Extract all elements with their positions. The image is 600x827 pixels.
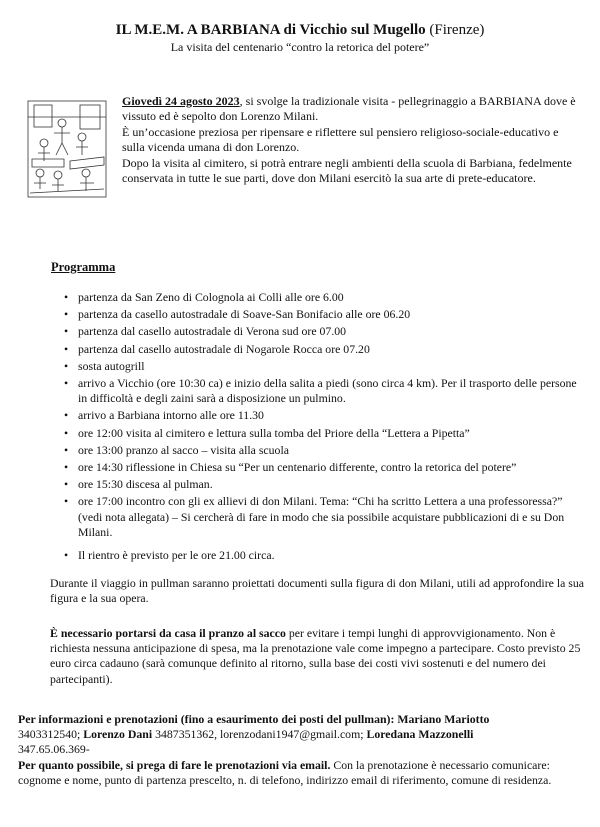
booking-details: Con la prenotazione è necessario comunicare: cognome e nome, punto di partenza prescelto, n. di telefono, indirizzo email di riferimento, comune di residenza. <box>18 757 552 787</box>
list-item: • arrivo a Barbiana intorno alle ore 11.30 <box>64 408 584 423</box>
list-item: • ore 12:00 visita al cimitero e lettura sulla tomba del Priore della “Lettera a Pipetta” <box>64 426 584 441</box>
intro-paragraph-3: Dopo la visita al cimitero, si potrà entrare negli ambienti della scuola di Barbiana, fedelmente conservata in tutte le sue parti, dove don Milani esercitò la sua arte di prete-educatore. <box>122 155 572 186</box>
dani-contact: 3487351362, lorenzodani1947@gmail.com; <box>152 727 367 742</box>
contacts-intro: Per informazioni e prenotazioni (fino a esaurimento dei posti del pullman): Mariano Mariotto <box>18 712 490 726</box>
mazzonelli-name: Loredana Mazzonelli <box>366 727 474 742</box>
booking-instructions <box>18 758 588 788</box>
contacts-info <box>18 712 588 758</box>
pranzo-bold: È necessario portarsi da casa il pranzo al sacco <box>50 626 286 640</box>
intro-p1-text: , si svolge la tradizionale visita - pellegrinaggio a BARBIANA dove è vissuto ed è sepolto don Lorenzo Milani. <box>122 94 576 124</box>
email-request: Per quanto possibile, si prega di fare le prenotazioni via email. <box>18 757 331 772</box>
list-item: • partenza dal casello autostradale di Nogarole Rocca ore 07.20 <box>64 342 584 357</box>
intro-text <box>122 94 582 186</box>
list-item: • arrivo a Vicchio (ore 10:30 ca) e inizio della salita a piedi (sono circa 4 km). Per il trasporto delle persone in difficoltà e degli zaini sarà a disposizione un pulmino. <box>64 376 584 406</box>
list-item: • ore 14:30 riflessione in Chiesa su “Per un centenario differente, contro la retorica del potere” <box>64 460 584 475</box>
contacts-section <box>18 712 588 788</box>
page-subtitle: La visita del centenario “contro la retorica del potere” <box>170 40 430 54</box>
classroom-sketch-icon <box>24 97 110 201</box>
mazzonelli-phone: 347.65.06.369- <box>18 742 90 757</box>
title-location: (Firenze) <box>425 22 485 38</box>
list-item: • partenza dal casello autostradale di Verona sud ore 07.00 <box>64 324 584 339</box>
list-item: • partenza da San Zeno di Colognola ai Colli alle ore 6.00 <box>64 290 584 305</box>
list-item: • ore 15:30 discesa al pulman. <box>64 477 584 492</box>
title-main: IL M.E.M. A BARBIANA di Vicchio sul Mugello <box>115 22 426 38</box>
pranzo-paragraph <box>50 626 590 687</box>
programma-heading: Programma <box>51 260 116 274</box>
pranzo-text: per evitare i tempi lunghi di approvvigionamento. Non è richiesta nessuna anticipazione di spesa, ma la prenotazione vale come impegno a partecipare. Costo previsto 25 euro circa cadauno (sarà comunque definito al ritorno, sulla base dei costi vivi sostenuti e del numero dei partecipanti). <box>50 626 581 686</box>
event-date: Giovedì 24 agosto 2023 <box>122 94 240 108</box>
programma-list <box>64 290 584 542</box>
intro-paragraph-2: È un’occasione preziosa per ripensare e riflettere sul pensiero religioso-sociale-educativo e sulla vicenda umana di don Lorenzo. <box>122 124 559 155</box>
dani-name: Lorenzo Dani <box>83 727 153 742</box>
intro-paragraph-1 <box>122 94 582 125</box>
list-item: • sosta autogrill <box>64 359 584 374</box>
rientro-item: • Il rientro è previsto per le ore 21.00 circa. <box>64 548 275 563</box>
page-title <box>0 22 600 39</box>
list-item: • ore 17:00 incontro con gli ex allievi di don Milani. Tema: “Chi ha scritto Lettera a una professoressa?” (vedi nota allegata) – Si cercherà di fare in modo che sia possibile acquistare pubblicazioni di e su Don Milani. <box>64 494 584 540</box>
mariotto-phone: 3403312540; <box>18 727 84 742</box>
list-item: • partenza da casello autostradale di Soave-San Bonifacio alle ore 06.20 <box>64 307 584 322</box>
viaggio-paragraph: Durante il viaggio in pullman saranno proiettati documenti sulla figura di don Milani, utili ad approfondire la sua figura e la sua opera. <box>50 576 585 606</box>
list-item: • ore 13:00 pranzo al sacco – visita alla scuola <box>64 443 584 458</box>
